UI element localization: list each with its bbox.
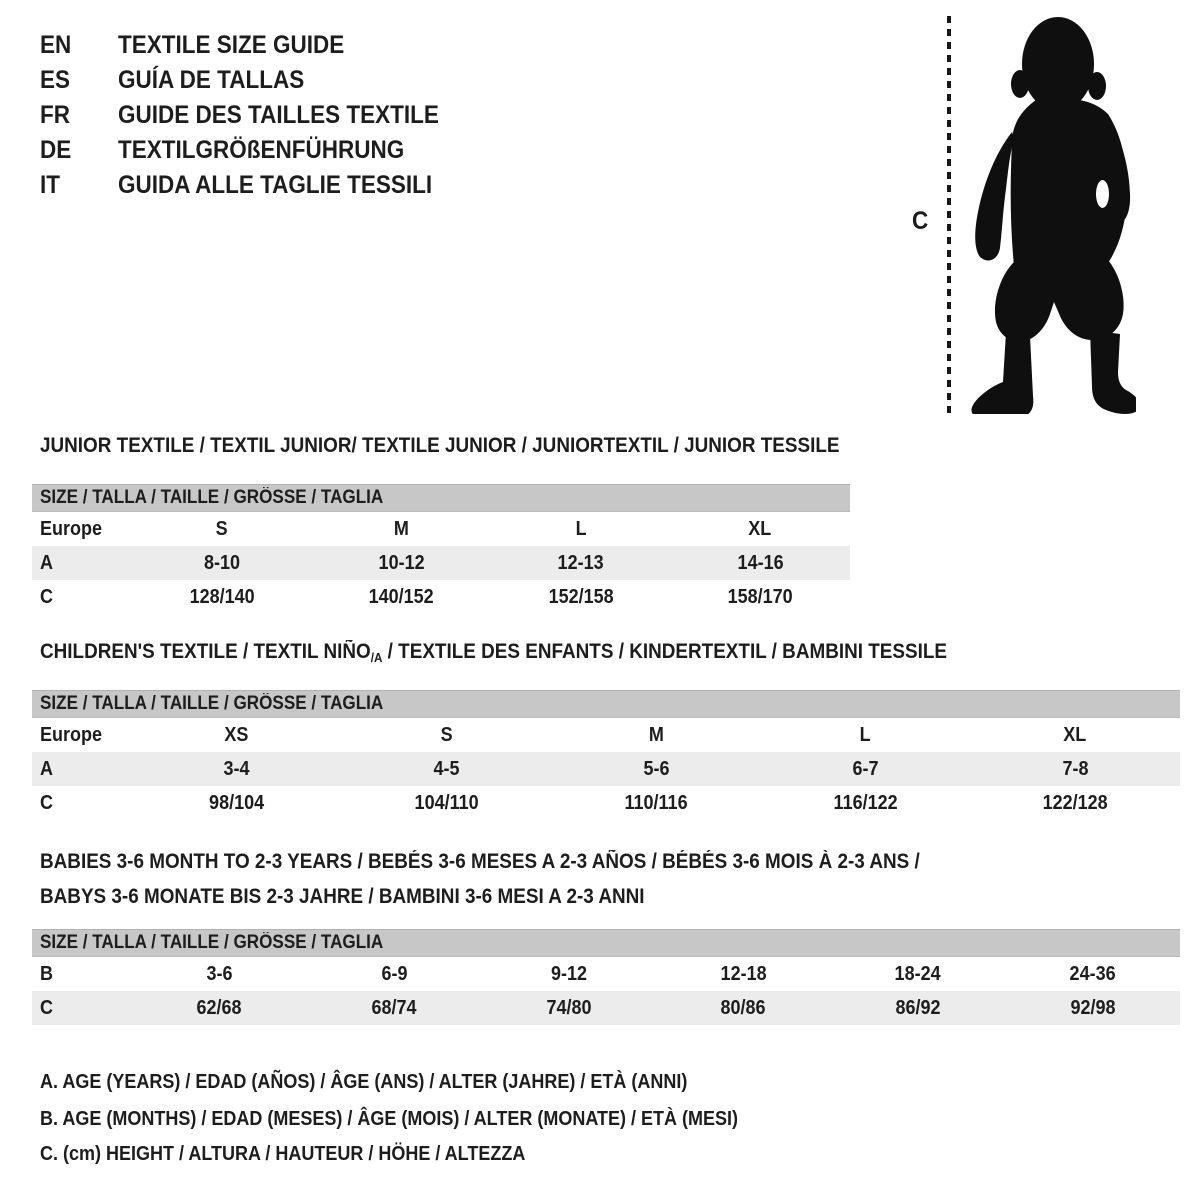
legend-line-c: C. (cm) HEIGHT / ALTURA / HAUTEUR / HÖHE / ALTEZZA: [40, 1143, 526, 1165]
height-measure-label: C: [912, 207, 929, 235]
junior-size-table: [32, 484, 850, 614]
title-subscript: /A: [370, 650, 383, 665]
size-cell: 3-6: [206, 962, 233, 985]
size-cell: 7-8: [1062, 757, 1089, 780]
size-cell: 68/74: [371, 996, 417, 1019]
language-code: IT: [40, 171, 60, 199]
height-dashed-line: [947, 16, 951, 415]
size-cell: M: [648, 723, 664, 746]
legend-line-a: A. AGE (YEARS) / EDAD (AÑOS) / ÂGE (ANS) / ALTER (JAHRE) / ETÀ (ANNI): [40, 1071, 688, 1093]
language-code: DE: [40, 136, 72, 164]
size-cell: 14-16: [737, 551, 784, 574]
language-row: [40, 168, 475, 203]
babies-section-title-line2: BABYS 3-6 MONATE BIS 2-3 JAHRE / BAMBINI 3-6 MESI A 2-3 ANNI: [40, 885, 645, 908]
language-code: FR: [40, 101, 70, 129]
children-section-title: CHILDREN'S TEXTILE / TEXTIL NIÑO/A / TEXTILE DES ENFANTS / KINDERTEXTIL / BAMBINI TESSILE: [40, 640, 948, 665]
language-title: GUIDA ALLE TAGLIE TESSILI: [118, 171, 433, 199]
baby-silhouette-icon: [966, 14, 1136, 414]
size-cell: 18-24: [894, 962, 942, 985]
size-cell: 110/116: [624, 791, 688, 814]
language-row: [40, 98, 475, 133]
row-label: C: [40, 996, 54, 1019]
size-cell: 104/110: [414, 791, 479, 814]
size-cell: 3-4: [223, 757, 250, 780]
size-cell: L: [575, 517, 587, 540]
size-cell: 62/68: [196, 996, 242, 1019]
table-row: [32, 512, 850, 546]
size-cell: L: [860, 723, 872, 746]
language-title: GUIDE DES TAILLES TEXTILE: [118, 101, 439, 129]
size-cell: 158/170: [727, 585, 793, 608]
size-cell: XL: [748, 517, 772, 540]
row-label: C: [40, 585, 54, 608]
language-title: TEXTILE SIZE GUIDE: [118, 31, 345, 59]
size-cell: S: [215, 517, 228, 540]
size-cell: 10-12: [378, 551, 425, 574]
size-header-label: SIZE / TALLA / TAILLE / GRÖSSE / TAGLIA: [40, 932, 384, 953]
row-label: Europe: [40, 723, 103, 746]
size-cell: 86/92: [895, 996, 941, 1019]
size-cell: 128/140: [189, 585, 255, 608]
size-cell: 140/152: [368, 585, 434, 608]
table-row: [32, 546, 850, 580]
table-row: [32, 786, 1180, 820]
size-cell: 8-10: [203, 551, 240, 574]
row-label: C: [40, 791, 54, 814]
table-row: [32, 991, 1180, 1025]
table-row: [32, 580, 850, 614]
language-code: ES: [40, 66, 71, 94]
size-cell: 24-36: [1069, 962, 1116, 985]
language-title: GUÍA DE TALLAS: [118, 66, 305, 94]
size-cell: 5-6: [642, 757, 669, 780]
size-header-band: [32, 690, 1180, 718]
table-row: [32, 957, 1180, 991]
language-row: [40, 133, 475, 168]
row-label: B: [40, 962, 54, 985]
size-cell: 6-7: [852, 757, 879, 780]
size-cell: XS: [224, 723, 249, 746]
language-row: [40, 28, 475, 63]
size-cell: 116/122: [833, 791, 898, 814]
language-title: TEXTILGRÖßENFÜHRUNG: [118, 136, 405, 164]
language-code: EN: [40, 31, 72, 59]
size-header-band: [32, 484, 850, 512]
size-cell: M: [393, 517, 409, 540]
junior-section-title: JUNIOR TEXTILE / TEXTIL JUNIOR/ TEXTILE JUNIOR / JUNIORTEXTIL / JUNIOR TESSILE: [40, 434, 840, 457]
size-header-label: SIZE / TALLA / TAILLE / GRÖSSE / TAGLIA: [40, 693, 384, 714]
row-label: A: [40, 551, 54, 574]
babies-section-title-line1: BABIES 3-6 MONTH TO 2-3 YEARS / BEBÉS 3-6 MESES A 2-3 AÑOS / BÉBÉS 3-6 MOIS À 2-3 ANS /: [40, 850, 920, 873]
size-cell: 12-18: [720, 962, 767, 985]
size-cell: 12-13: [557, 551, 604, 574]
size-cell: 122/128: [1042, 791, 1108, 814]
table-row: [32, 718, 1180, 752]
children-size-table: [32, 690, 1180, 820]
table-row: [32, 752, 1180, 786]
size-cell: 80/86: [720, 996, 766, 1019]
size-cell: 98/104: [209, 791, 265, 814]
legend-line-b: B. AGE (MONTHS) / EDAD (MESES) / ÂGE (MOIS) / ALTER (MONATE) / ETÀ (MESI): [40, 1108, 738, 1130]
size-cell: S: [440, 723, 453, 746]
babies-size-table: [32, 929, 1180, 1025]
size-cell: 152/158: [548, 585, 614, 608]
size-cell: 74/80: [546, 996, 592, 1019]
size-cell: 6-9: [380, 962, 408, 985]
size-cell: 9-12: [550, 962, 587, 985]
size-header-label: SIZE / TALLA / TAILLE / GRÖSSE / TAGLIA: [40, 487, 384, 508]
row-label: A: [40, 757, 54, 780]
size-header-band: [32, 929, 1180, 957]
size-cell: 92/98: [1070, 996, 1116, 1019]
language-list: [40, 28, 475, 203]
language-row: [40, 63, 475, 98]
size-cell: 4-5: [433, 757, 460, 780]
row-label: Europe: [40, 517, 103, 540]
size-cell: XL: [1063, 723, 1087, 746]
